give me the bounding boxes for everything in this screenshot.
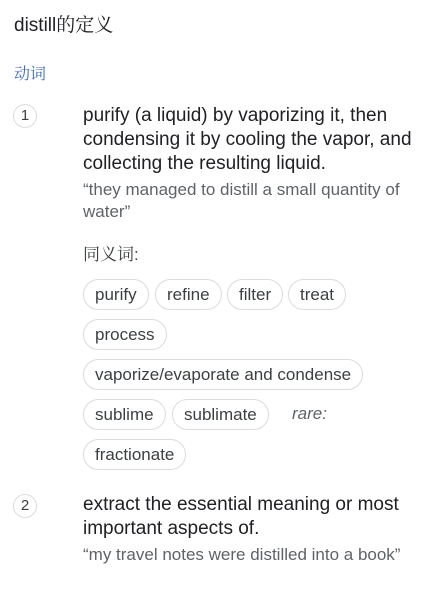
synonym-chip-filter[interactable]: filter	[227, 279, 283, 310]
sense-1-example: “they managed to distill a small quantity of water”	[83, 180, 400, 221]
synonym-chip-sublime[interactable]: sublime	[83, 399, 166, 430]
synonyms-label: 同义词:	[83, 245, 139, 264]
synonym-chip-purify[interactable]: purify	[83, 279, 149, 310]
sense-1-definition: purify (a liquid) by vaporizing it, then condensing it by cooling the vapor, and collecting the resulting liquid.	[83, 105, 412, 174]
sense-2-definition: extract the essential meaning or most important aspects of.	[83, 494, 399, 539]
sense-number-2: 2	[13, 494, 37, 518]
synonym-chip-sublimate[interactable]: sublimate	[172, 399, 269, 430]
sense-number-1: 1	[13, 104, 37, 128]
page-title: distill的定义	[14, 15, 114, 36]
synonym-chip-fractionate[interactable]: fractionate	[83, 439, 186, 470]
synonym-chip-treat[interactable]: treat	[288, 279, 346, 310]
synonym-chip-refine[interactable]: refine	[155, 279, 222, 310]
sense-2-example: “my travel notes were distilled into a book”	[83, 545, 401, 564]
rare-label: rare:	[292, 404, 327, 423]
synonym-chip-vaporize-evaporate-condense[interactable]: vaporize/evaporate and condense	[83, 359, 363, 390]
sense-2	[83, 493, 428, 566]
synonym-chip-process[interactable]: process	[83, 319, 167, 350]
part-of-speech-label: 动词	[14, 66, 47, 83]
sense-1	[83, 104, 428, 223]
